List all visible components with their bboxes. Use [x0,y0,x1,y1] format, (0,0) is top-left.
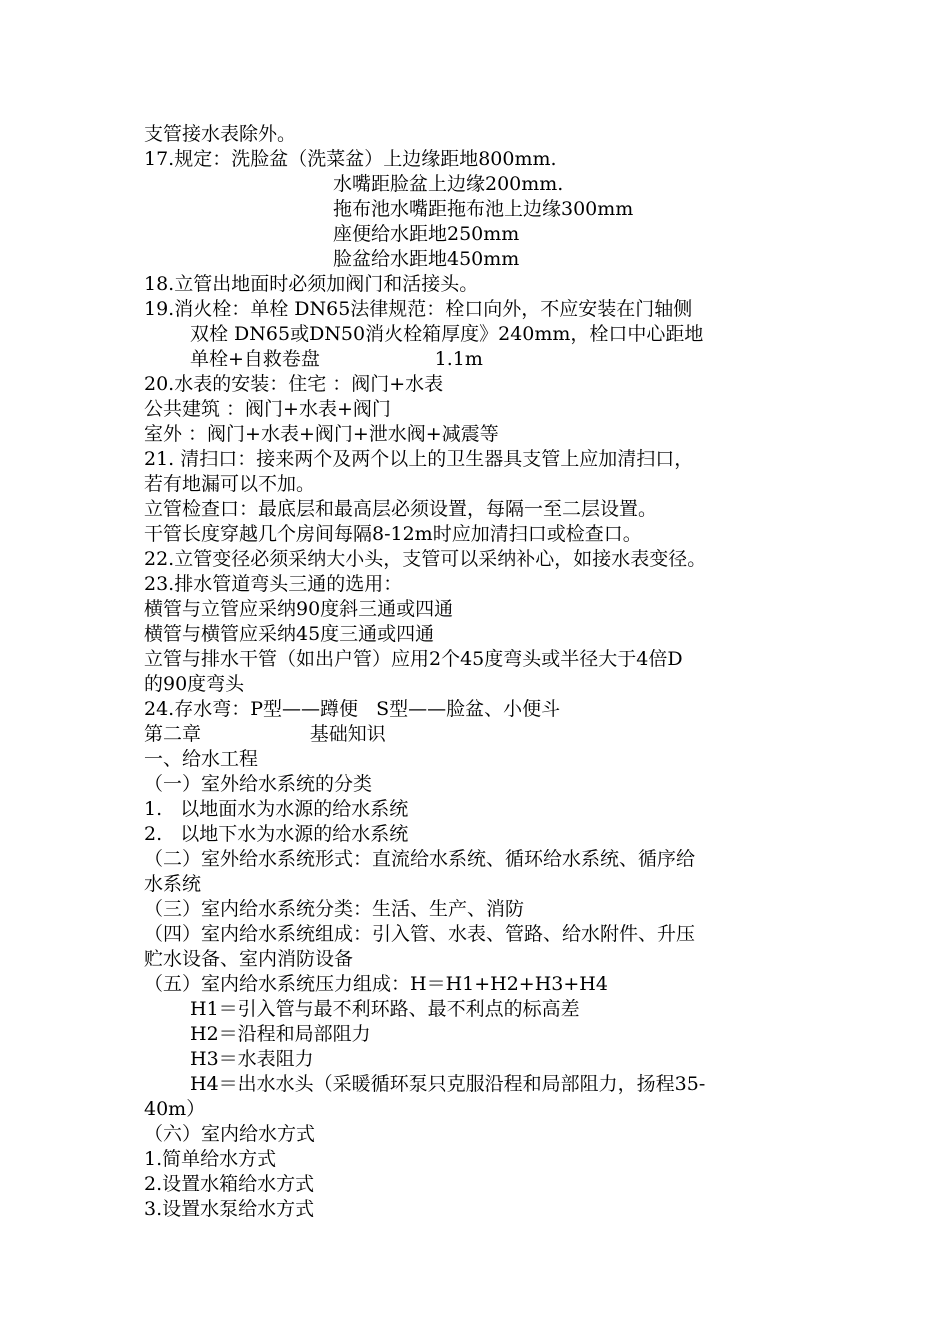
text-line: 2.设置水箱给水方式 [144,1173,315,1195]
text-line: 水系统 [144,873,202,895]
text-line: 立管与排水干管（如出户管）应用2个45度弯头或半径大于4倍D [144,648,683,670]
text-line: （四）室内给水系统组成：引入管、水表、管路、给水附件、升压 [144,923,696,945]
chapter-heading: 第二章 基础知识 [144,723,386,745]
text-line: 24.存水弯：P型——蹲便 S型——脸盆、小便斗 [144,698,561,720]
text-line: 17.规定：洗脸盆（洗菜盆）上边缘距地800mm. [144,148,557,170]
text-line: 水嘴距脸盆上边缘200mm. [333,173,564,195]
text-line: （六）室内给水方式 [144,1123,316,1145]
text-line: H3＝水表阻力 [190,1048,314,1070]
text-line: 若有地漏可以不加。 [144,473,316,495]
text-line: 贮水设备、室内消防设备 [144,948,354,970]
text-line: H1＝引入管与最不利环路、最不利点的标高差 [190,998,580,1020]
text-line: 座便给水距地250mm [333,223,520,245]
text-line: H4＝出水水头（采暖循环泵只克服沿程和局部阻力，扬程35- [190,1073,706,1095]
text-line: 2. 以地下水为水源的给水系统 [144,823,409,845]
text-line: 20.水表的安装：住宅 ：阀门+水表 [144,373,444,395]
text-line: 立管检查口：最底层和最高层必须设置，每隔一至二层设置。 [144,498,658,520]
text-line: 的90度弯头 [144,673,245,695]
text-line: 干管长度穿越几个房间每隔8-12m时应加清扫口或检查口。 [144,523,642,545]
text-line: 横管与横管应采纳45度三通或四通 [144,623,435,645]
text-line: 22.立管变径必须采纳大小头，支管可以采纳补心，如接水表变径。 [144,548,707,570]
text-line: 1.简单给水方式 [144,1148,277,1170]
text-line: 公共建筑 ：阀门+水表+阀门 [144,398,391,420]
text-line: 1. 以地面水为水源的给水系统 [144,798,409,820]
text-line: 脸盆给水距地450mm [333,248,520,270]
section-heading: 一、给水工程 [144,748,259,770]
text-line: 单栓+自救卷盘 1.1m [190,348,483,370]
text-line: （五）室内给水系统压力组成：H＝H1+H2+H3+H4 [144,973,608,995]
text-line: 拖布池水嘴距拖布池上边缘300mm [333,198,634,220]
text-line: 18.立管出地面时必须加阀门和活接头。 [144,273,479,295]
text-line: 双栓 DN65或DN50消火栓箱厚度》240mm，栓口中心距地 [190,323,704,345]
text-line: 3.设置水泵给水方式 [144,1198,315,1220]
text-line: 支管接水表除外。 [144,123,297,145]
text-line: （二）室外给水系统形式：直流给水系统、循环给水系统、循序给 [144,848,696,870]
text-line: 横管与立管应采纳90度斜三通或四通 [144,598,454,620]
text-line: 40m） [144,1098,206,1120]
text-line: 室外 ：阀门+水表+阀门+泄水阀+减震等 [144,423,499,445]
text-line: 23.排水管道弯头三通的选用： [144,573,403,595]
text-line: 21. 清扫口：接来两个及两个以上的卫生器具支管上应加清扫口， [144,448,694,470]
text-line: （三）室内给水系统分类：生活、生产、消防 [144,898,525,920]
text-line: （一）室外给水系统的分类 [144,773,373,795]
text-line: H2＝沿程和局部阻力 [190,1023,371,1045]
text-line: 19.消火栓：单栓 DN65法律规范：栓口向外，不应安装在门轴侧 [144,298,693,320]
